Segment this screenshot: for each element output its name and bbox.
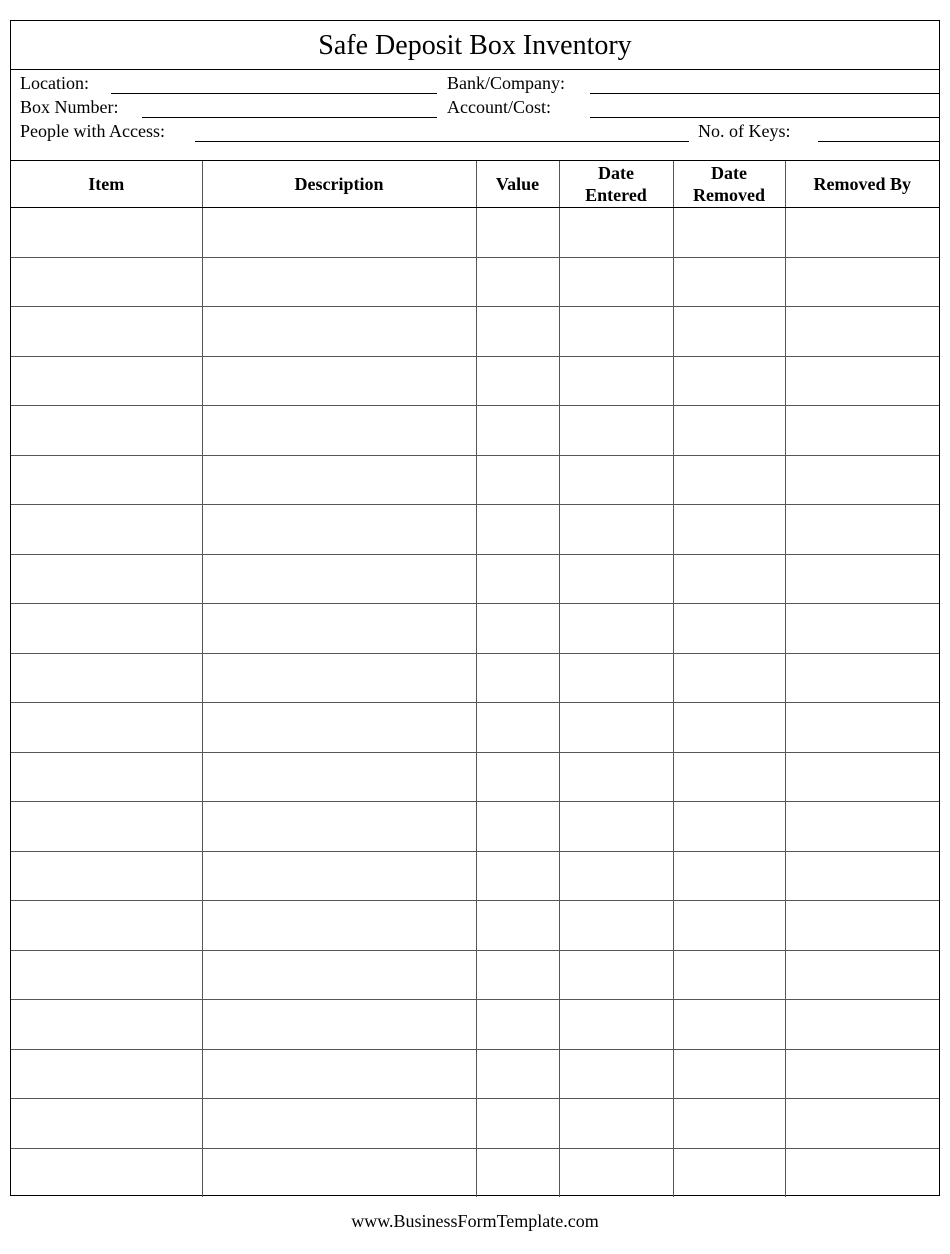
- cell-item[interactable]: [11, 455, 202, 505]
- table-body: [11, 208, 939, 1198]
- cell-date-removed[interactable]: [673, 406, 785, 456]
- cell-item[interactable]: [11, 703, 202, 753]
- form-title: Safe Deposit Box Inventory: [11, 21, 939, 70]
- cell-item[interactable]: [11, 1148, 202, 1197]
- cell-removed-by[interactable]: [785, 901, 939, 951]
- column-header-removed-by: Removed By: [785, 161, 939, 208]
- cell-value[interactable]: [476, 356, 559, 406]
- cell-description[interactable]: [202, 653, 476, 703]
- bank-company-field[interactable]: [590, 93, 940, 94]
- bank-company-label: Bank/Company:: [447, 73, 565, 93]
- cell-item[interactable]: [11, 505, 202, 555]
- cell-description[interactable]: [202, 1049, 476, 1099]
- column-header-value: Value: [476, 161, 559, 208]
- cell-description[interactable]: [202, 703, 476, 753]
- table-row: [11, 604, 939, 654]
- table-row: [11, 208, 939, 258]
- cell-value[interactable]: [476, 1099, 559, 1149]
- cell-description[interactable]: [202, 1148, 476, 1197]
- cell-description[interactable]: [202, 455, 476, 505]
- cell-value[interactable]: [476, 406, 559, 456]
- cell-date-removed[interactable]: [673, 1049, 785, 1099]
- table-row: [11, 901, 939, 951]
- cell-removed-by[interactable]: [785, 851, 939, 901]
- table-row: [11, 505, 939, 555]
- footer-url: www.BusinessFormTemplate.com: [351, 1211, 599, 1231]
- table-row: [11, 653, 939, 703]
- no-keys-label: No. of Keys:: [698, 121, 791, 141]
- cell-date-removed[interactable]: [673, 950, 785, 1000]
- cell-date-entered[interactable]: [559, 752, 673, 802]
- table-header-row: [11, 161, 939, 208]
- cell-item[interactable]: [11, 208, 202, 258]
- cell-date-removed[interactable]: [673, 752, 785, 802]
- cell-description[interactable]: [202, 406, 476, 456]
- table-row: [11, 950, 939, 1000]
- cell-date-removed[interactable]: [673, 455, 785, 505]
- table-row: [11, 406, 939, 456]
- cell-removed-by[interactable]: [785, 554, 939, 604]
- cell-removed-by[interactable]: [785, 604, 939, 654]
- cell-date-removed[interactable]: [673, 901, 785, 951]
- cell-item[interactable]: [11, 257, 202, 307]
- cell-item[interactable]: [11, 851, 202, 901]
- cell-removed-by[interactable]: [785, 703, 939, 753]
- cell-date-entered[interactable]: [559, 307, 673, 357]
- cell-removed-by[interactable]: [785, 257, 939, 307]
- cell-date-removed[interactable]: [673, 1099, 785, 1149]
- cell-date-entered[interactable]: [559, 802, 673, 852]
- cell-value[interactable]: [476, 1049, 559, 1099]
- cell-date-entered[interactable]: [559, 208, 673, 258]
- cell-removed-by[interactable]: [785, 1049, 939, 1099]
- table-row: [11, 307, 939, 357]
- table-row: [11, 752, 939, 802]
- cell-date-removed[interactable]: [673, 851, 785, 901]
- cell-date-removed[interactable]: [673, 257, 785, 307]
- inventory-form: [10, 20, 940, 1196]
- info-section: [11, 70, 939, 161]
- cell-description[interactable]: [202, 604, 476, 654]
- cell-removed-by[interactable]: [785, 1000, 939, 1050]
- cell-removed-by[interactable]: [785, 356, 939, 406]
- column-header-description: Description: [202, 161, 476, 208]
- location-field[interactable]: [111, 93, 437, 94]
- cell-value[interactable]: [476, 901, 559, 951]
- cell-description[interactable]: [202, 802, 476, 852]
- cell-date-entered[interactable]: [559, 356, 673, 406]
- cell-value[interactable]: [476, 1000, 559, 1050]
- cell-date-entered[interactable]: [559, 1148, 673, 1197]
- cell-date-removed[interactable]: [673, 356, 785, 406]
- cell-date-entered[interactable]: [559, 851, 673, 901]
- table-row: [11, 1049, 939, 1099]
- cell-removed-by[interactable]: [785, 406, 939, 456]
- cell-date-entered[interactable]: [559, 1099, 673, 1149]
- cell-date-entered[interactable]: [559, 703, 673, 753]
- cell-item[interactable]: [11, 406, 202, 456]
- cell-value[interactable]: [476, 1148, 559, 1197]
- account-cost-field[interactable]: [590, 117, 940, 118]
- table-row: [11, 1148, 939, 1197]
- cell-date-removed[interactable]: [673, 604, 785, 654]
- cell-removed-by[interactable]: [785, 752, 939, 802]
- cell-description[interactable]: [202, 505, 476, 555]
- cell-item[interactable]: [11, 356, 202, 406]
- cell-description[interactable]: [202, 1000, 476, 1050]
- cell-value[interactable]: [476, 703, 559, 753]
- cell-removed-by[interactable]: [785, 1148, 939, 1197]
- cell-item[interactable]: [11, 653, 202, 703]
- cell-item[interactable]: [11, 1049, 202, 1099]
- column-header-item: Item: [11, 161, 202, 208]
- cell-date-removed[interactable]: [673, 208, 785, 258]
- cell-description[interactable]: [202, 356, 476, 406]
- cell-item[interactable]: [11, 1099, 202, 1149]
- cell-date-entered[interactable]: [559, 257, 673, 307]
- cell-description[interactable]: [202, 851, 476, 901]
- cell-description[interactable]: [202, 307, 476, 357]
- cell-removed-by[interactable]: [785, 307, 939, 357]
- cell-removed-by[interactable]: [785, 950, 939, 1000]
- cell-item[interactable]: [11, 307, 202, 357]
- cell-description[interactable]: [202, 554, 476, 604]
- column-header-date-entered: Date Entered: [559, 161, 673, 208]
- cell-value[interactable]: [476, 802, 559, 852]
- cell-date-entered[interactable]: [559, 653, 673, 703]
- cell-date-removed[interactable]: [673, 505, 785, 555]
- table-row: [11, 1099, 939, 1149]
- cell-date-entered[interactable]: [559, 950, 673, 1000]
- column-header-date-removed: Date Removed: [673, 161, 785, 208]
- cell-date-entered[interactable]: [559, 1000, 673, 1050]
- cell-description[interactable]: [202, 901, 476, 951]
- cell-removed-by[interactable]: [785, 1099, 939, 1149]
- inventory-table: [11, 161, 939, 1197]
- cell-item[interactable]: [11, 802, 202, 852]
- table-row: [11, 356, 939, 406]
- cell-description[interactable]: [202, 1099, 476, 1149]
- cell-item[interactable]: [11, 901, 202, 951]
- cell-removed-by[interactable]: [785, 455, 939, 505]
- cell-date-removed[interactable]: [673, 653, 785, 703]
- cell-date-entered[interactable]: [559, 455, 673, 505]
- table-row: [11, 455, 939, 505]
- cell-description[interactable]: [202, 208, 476, 258]
- cell-item[interactable]: [11, 1000, 202, 1050]
- people-access-label: People with Access:: [20, 121, 165, 141]
- cell-value[interactable]: [476, 307, 559, 357]
- location-label: Location:: [20, 73, 89, 93]
- no-keys-field[interactable]: [818, 141, 940, 142]
- cell-date-entered[interactable]: [559, 406, 673, 456]
- cell-value[interactable]: [476, 208, 559, 258]
- cell-item[interactable]: [11, 752, 202, 802]
- cell-value[interactable]: [476, 257, 559, 307]
- cell-value[interactable]: [476, 950, 559, 1000]
- table-row: [11, 703, 939, 753]
- cell-date-removed[interactable]: [673, 802, 785, 852]
- table-row: [11, 851, 939, 901]
- cell-date-entered[interactable]: [559, 1049, 673, 1099]
- cell-removed-by[interactable]: [785, 802, 939, 852]
- table-row: [11, 1000, 939, 1050]
- cell-item[interactable]: [11, 950, 202, 1000]
- cell-removed-by[interactable]: [785, 653, 939, 703]
- cell-description[interactable]: [202, 752, 476, 802]
- people-access-field[interactable]: [195, 141, 689, 142]
- cell-date-removed[interactable]: [673, 703, 785, 753]
- cell-date-removed[interactable]: [673, 1148, 785, 1197]
- table-row: [11, 554, 939, 604]
- cell-value[interactable]: [476, 604, 559, 654]
- cell-value[interactable]: [476, 752, 559, 802]
- cell-removed-by[interactable]: [785, 208, 939, 258]
- cell-removed-by[interactable]: [785, 505, 939, 555]
- cell-date-removed[interactable]: [673, 1000, 785, 1050]
- cell-date-entered[interactable]: [559, 901, 673, 951]
- account-cost-label: Account/Cost:: [447, 97, 551, 117]
- cell-date-removed[interactable]: [673, 307, 785, 357]
- cell-date-removed[interactable]: [673, 554, 785, 604]
- cell-item[interactable]: [11, 604, 202, 654]
- box-number-label: Box Number:: [20, 97, 119, 117]
- cell-date-entered[interactable]: [559, 604, 673, 654]
- table-row: [11, 802, 939, 852]
- cell-value[interactable]: [476, 505, 559, 555]
- cell-value[interactable]: [476, 851, 559, 901]
- cell-value[interactable]: [476, 653, 559, 703]
- cell-description[interactable]: [202, 257, 476, 307]
- cell-date-entered[interactable]: [559, 505, 673, 555]
- cell-value[interactable]: [476, 455, 559, 505]
- table-row: [11, 257, 939, 307]
- cell-date-entered[interactable]: [559, 554, 673, 604]
- cell-value[interactable]: [476, 554, 559, 604]
- cell-item[interactable]: [11, 554, 202, 604]
- cell-description[interactable]: [202, 950, 476, 1000]
- box-number-field[interactable]: [142, 117, 437, 118]
